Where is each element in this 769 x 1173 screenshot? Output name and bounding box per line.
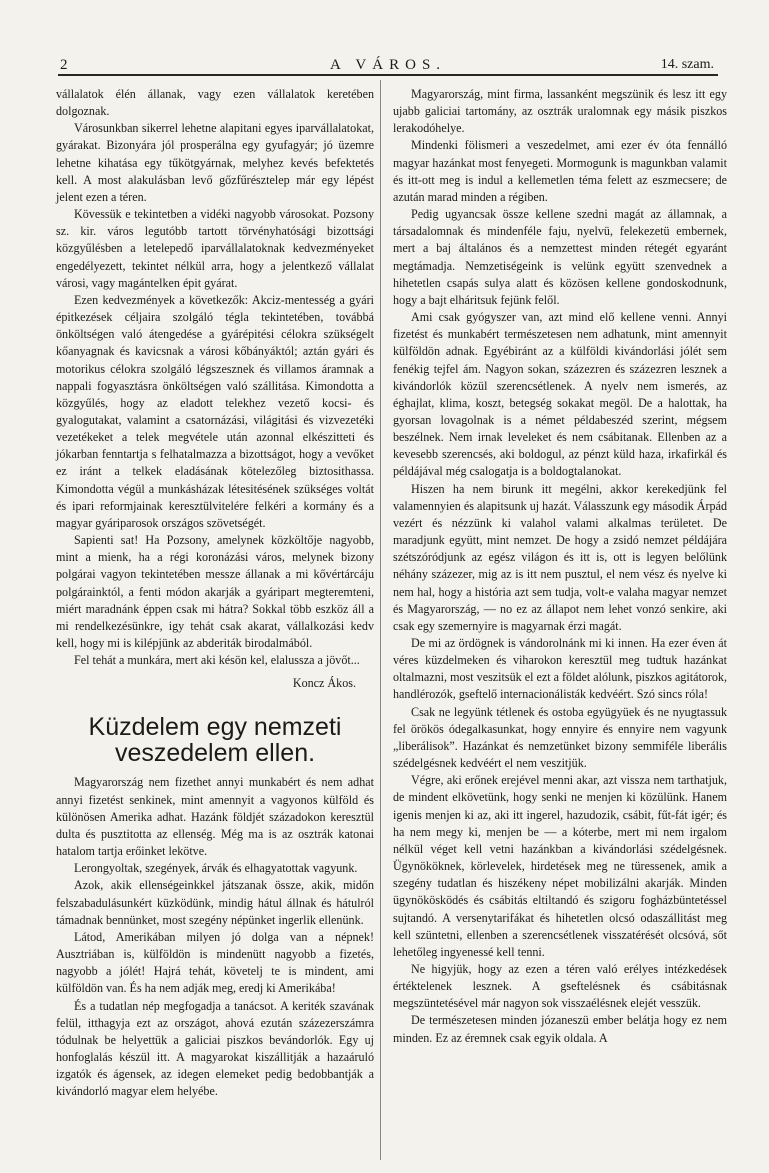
paragraph: Mindenki fölismeri a veszedelmet, ami ezer év óta fennálló magyar hazánkat most fenyegeti. Mormogunk is magunkban valamit és itt-ott meg is indul a kellemetlen téma felett az eszmecsere; de azután marad minden a régiben. (393, 138, 727, 204)
paragraph: vállalatok élén állanak, vagy ezen vállalatok keretében dolgoznak. (56, 87, 374, 119)
paragraph: De természetesen minden józaneszü ember belátja hogy ez nem minden. Ez az éremnek csak egyik oldala. A (393, 1013, 727, 1045)
page-header (58, 52, 718, 76)
paragraph: Végre, aki erőnek erejével menni akar, azt vissza nem tarthatjuk, de mindent elkövetünk, hogy senki ne menjen ki közülünk. Hanem igenis menjen ki az, aki itt ingerel, hazudozik, csábit, fűt-fát igér; és ha nem megy ki, menjen be — a kóterbe, mert mi nem irgalom nélkül véget kell vetni hazánkban a kivándorlási szédelgésnek. Ügynököknek, körlevelek, hirdetések meg ne türessenek, amik a szegény tudatlan és hiszékeny népet mobilizálni akarják. Minden ügynökösködés és csábitás eltiltandó és szigoru fogházbüntetéssel sujtandó. A versenytarifákat és hihetetlen olcsó odaszállitást meg kell szüntetni, ellenben a szerencsétlenek visszatérését olcsóvá, sőt lehetőleg ingyenessé kell tenni. (393, 773, 727, 959)
paragraph: Azok, akik ellenségeinkkel játszanak össze, akik, midőn felszabadulásunkért küzködünk, mindig hátul állnak és hátulról támadnak bennünket, most szegény népünket ingerlik ellenünk. (56, 878, 374, 927)
paragraph: Fel tehát a munkára, mert aki késön kel, elalussza a jövőt... (74, 653, 360, 668)
paragraph: Ami csak gyógyszer van, azt mind elő kellene venni. Annyi fizetést és munkabért természetesen nem adhatunk, mint amennyit külföldön adnak. Egyébiránt az a külföldi kivándorlási jólét sem fenékig tejfel ám. Nagyon sokan, százezren és százezren lesznek a kivándorlók közül szerencsétlenek. A nyelv nem ismerés, az éghajlat, klima, koszt, betegség sokakat megöl. De a halottak, ha gyorsan lovagolnak is a német példabeszéd szerint, mégsem beszélnek. Nem irnak leveleket és nem csábitanak. Ellenben az a kevesebb szerencsés, aki boldogul, az pénzt küld haza, irkafirkál és példájával még csalogatja is a boldogtalanokat. (393, 310, 727, 479)
issue-number: 14. szam. (660, 57, 714, 72)
right-column (393, 86, 727, 1047)
paragraph: Kövessük e tekintetben a vidéki nagyobb városokat. Pozsony sz. kir. város legutóbb tartott törvényhatósági bizottsági közgyűlésben a letelepedő iparvállalatoknak kedvezményeket engedélyezett, tekintet nélkül arra, hogy a jelentkező vállalat városi, vagy magántelken épit gyárat. (56, 207, 374, 290)
paragraph: Városunkban sikerrel lehetne alapitani egyes iparvállalatokat, gyárakat. Bizonyára jól prosperálna egy gyufagyár; jó üzemre lehetne kihatása egy tűkötgyárnak, melyhez kevés befektetés kell. A most alakulásban levő gőzfűrésztelep már egy lépést jelent ezen a téren. (56, 121, 374, 204)
paragraph: Magyarország nem fizethet annyi munkabért és nem adhat annyi fizetést senkinek, mint amennyit a vagyonos külföld és különösen Amerika adhat. Hazánk földjét századokon keresztül dulta és pusztitotta az ellenség. Még ma is az osztrák katonai hatalom tartja erőinket lekötve. (56, 775, 374, 859)
page-number: 2 (60, 57, 68, 73)
paragraph: Csak ne legyünk tétlenek és ostoba együgyüek és ne nyugtassuk fel örökös ódegalkasunkat, hogy ennyire és ennyire nem vagyunk „liberálisok”. Hazánkat és nemzetünket bizony semmiféle liberális szédelgésnek kedvéért el nem veszitjük. (393, 704, 727, 771)
article-headline: Küzdelem egy nemzeti veszedelem ellen. (88, 713, 342, 768)
paragraph: Ezen kedvezmények a következők: Akciz-mentesség a gyári épitkezések céljaira szolgáló tégla tekintetében, továbbá önköltségen való átengedése a gyárépitési célokra szükségelt kőanyagnak és kavicsnak a városi kőbányáktól; aztán gyári és motorikus célokra szolgáló légszesznek és villamos áramnak a nappali fogyasztásra önköltségen való szállitása. Kimondotta a közgyűlés, hogy az eladott telekhez vezető kocsi- és gyalogutakat, valamint a csatornázási, világitási és vizvezetéki vezetékeket a telek megvétele után azonnal elkészitteti és jókarban fenntartja s felhatalmazza a bizottságot, hogy a vevőket ez iránt a telkek eladásának kötelezőleg biztosithassa. Kimondotta végül a munkásházak létesitésének szükséges voltát és ipari reformjainak keresztülvitelére felkéri a kormány és a magyar gyáriparosok országos szövetségét. (56, 292, 374, 530)
paragraph: Sapienti sat! Ha Pozsony, amelynek közköltője nagyobb, mint a mienk, ha a régi koronázási város, melynek bizony polgárai vagyon tekintetében messze állanak a mi kővértárcáju polgárainktól, a fenti módon akarják a gyáripart megteremteni, miért maradnánk éppen csak mi hátra? Sokkal több eszköz áll a mi rendelkezésünkre, igy tehát csak akarat, vállalkozási kedv kell, hogy mi is kilépjünk az abderiták birodalmából. (56, 533, 374, 650)
paragraph: Pedig ugyancsak össze kellene szedni magát az államnak, a társadalomnak és mindenféle faju, nyelvü, felekezetü embernek, mert a baj általános és a nemzettest minden rétegét egyaránt megtámadja. Nemzetiségeink is velünk együtt szenvednek a hihetetlen csapás sulya alatt és közösen kellene gondoskodnunk, hogy a bajt elháritsuk fejünk felől. (393, 207, 727, 307)
paragraph: De mi az ördögnek is vándorolnánk mi ki innen. Ha ezer éven át véres küzdelmeken és viharokon keresztül meg tudtuk hazánkat oltalmazni, most veszitsük el ezt a földet alólunk, piszkos agitátorok, handlérozók, gseftelő internacionálisták kedvéért. Szó sincs róla! (393, 636, 727, 702)
paragraph: Hiszen ha nem birunk itt megélni, akkor kerekedjünk fel valamennyien és alapitsunk uj hazát. Válasszunk egy második Árpád vezért és nézzünk ki valahol valami alkalmas területet. De maradjunk együtt, mint nemzet. De hogy a zsidó nemzet példájára szétszóródjunk az egész világon és itt is, ott is legyen belőlünk néhány százezer, mig az is itt nem pusztul, el nem vész és nyelve ki nem hal, hogy a história azt sem tudja, volt-e valaha magyar nemzet és Magyarország, — no ez az állapot nem lehet vonzó senkire, aki csak egy szemernyire is magyarnak érzi magát. (393, 481, 727, 633)
left-column (56, 86, 374, 1100)
paragraph: Ne higyjük, hogy az ezen a téren való erélyes intézkedések értéktelenek lesznek. A gseftelésnek és csábitásnak megszüntetésével már nagyon sok visszaélésnek elejét vesszük. (393, 961, 727, 1011)
headline-article-body (56, 774, 374, 1100)
paragraph: És a tudatlan nép megfogadja a tanácsot. A keriték szavának felül, itthagyja ezt az országot, ahová ezután százezerszámra tódulnak be helyettük a galiciai piszkos bevándorlók. Egy uj honfoglalás készül itt. A magyarokat kiszállitják a hazaáruló izgatók és ágensek, az idegen elemeket pedig bedobbantják a kivándorló magyar elem helyébe. (56, 998, 374, 1099)
paragraph: Lerongyoltak, szegények, árvák és elhagyatottak vagyunk. (74, 861, 358, 876)
right-article-body (393, 86, 727, 1047)
newspaper-title: A VÁROS. (329, 57, 447, 73)
column-divider (380, 80, 381, 1160)
paragraph: Látod, Amerikában milyen jó dolga van a népnek! Ausztriában is, külföldön is mindenütt nagyobb a fizetés, nagyobb a jólét! Hajrá tehát, követelj te is mindent, ami külföldön van. És ha nem adják meg, eredj ki Amerikába! (56, 929, 374, 996)
author-signature: Koncz Ákos. (292, 676, 356, 691)
left-article-body (56, 86, 374, 669)
paragraph: Magyarország, mint firma, lassanként megszünik és lesz itt egy ujabb galiciai tartomány, az osztrák uralomnak egy másik piszkos lerakodóhelye. (393, 87, 727, 136)
